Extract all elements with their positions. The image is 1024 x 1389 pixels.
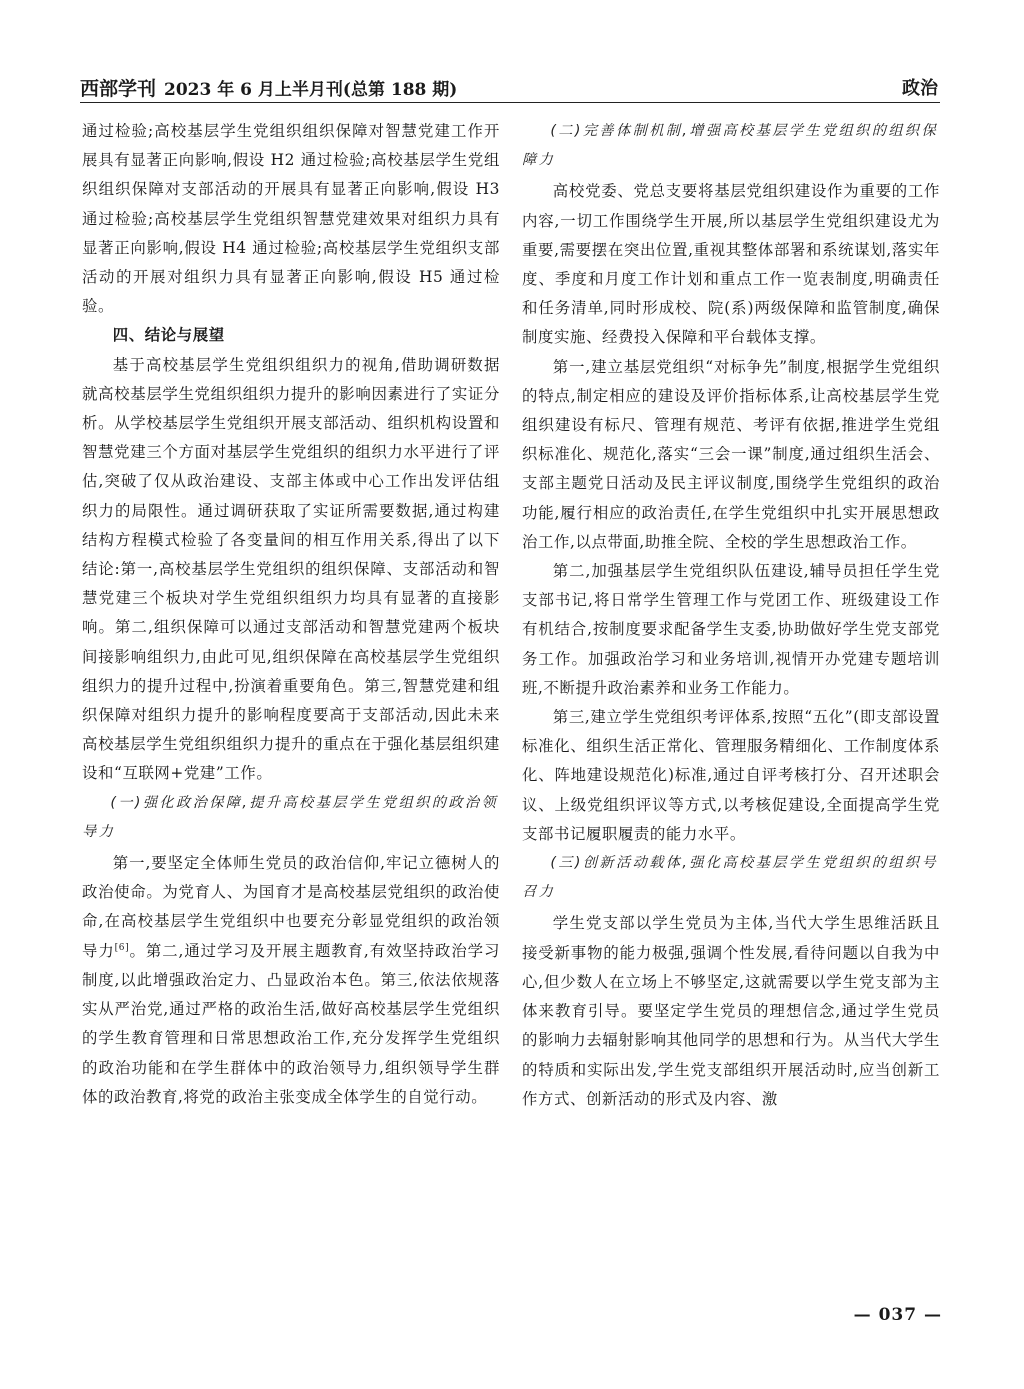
journal-logo: 西部学刊 [80,78,157,100]
citation-ref: [6] [114,942,130,953]
issue-info: 2023 年 6 月上半月刊(总第 188 期) [164,80,458,100]
paragraph: 高校党委、党总支要将基层党组织建设作为重要的工作内容,一切工作围绕学生开展,所以基层学生党组织建设尤为重要,需要摆在突出位置,重视其整体部署和系统谋划,落实年度、季度和月度工作计划和重点工作一览表制度,明确责任和任务清单,同时形成校、院(系)两级保障和监管制度,确保制度实施、经费投入保障和平台载体支撑。 [522,182,940,347]
paragraph: 第一,建立基层党组织“对标争先”制度,根据学生党组织的特点,制定相应的建设及评价指标体系,让高校基层学生党组织建设有标尺、管理有规范、考评有依据,推进学生党组织标准化、规范化,落实“三会一课”制度,通过组织生活会、支部主题党日活动及民主评议制度,围绕学生党组织的政治功能,履行相应的政治责任,在学生党组织中扎实开展思想政治工作,以点带面,助推全院、全校的学生思想政治工作。 [522,357,940,551]
section-heading: 四、结论与展望 [112,326,225,345]
subsection-heading: (三)创新活动载体,强化高校基层学生党组织的组织号召力 [522,855,939,901]
paragraph: 基于高校基层学生党组织组织力的视角,借助调研数据就高校基层学生党组织组织力提升的影响因素进行了实证分析。从学校基层学生党组织开展支部活动、组织机构设置和智慧党建三个方面对基层学生党组织的组织力水平进行了评估,突破了仅从政治建设、支部主体或中心工作出发评估组织力的局限性。通过调研获取了实证所需要数据,通过构建结构方程模式检验了各变量间的相互作用关系,得出了以下结论:第一,高校基层学生党组织的组织保障、支部活动和智慧党建三个板块对学生党组织组织力均具有显著的直接影响。第二,组织保障可以通过支部活动和智慧党建两个板块间接影响组织力,由此可见,组织保障在高校基层学生党组织组织力的提升过程中,扮演着重要角色。第三,智慧党建和组织保障对组织力提升的影响程度要高于支部活动,因此未来高校基层学生党组织组织力提升的重点在于强化基层组织建设和“互联网+党建”工作。 [82,355,500,783]
paragraph: 学生党支部以学生党员为主体,当代大学生思维活跃且接受新事物的能力极强,强调个性发展,看待问题以自我为中心,但少数人在立场上不够坚定,这就需要以学生党支部为主体来教育引导。要坚定学生党员的理想信念,通过学生党员的影响力去辐射影响其他同学的思想和行为。从当代大学生的特质和实际出发,学生党支部组织开展活动时,应当创新工作方式、创新活动的形式及内容、激 [522,914,940,1108]
section-label: 政治 [902,78,938,99]
left-column [82,117,500,1292]
page-number: — 037 — [853,1305,942,1325]
paragraph-text: 第一,要坚定全体师生党员的政治信仰,牢记立德树人的政治使命。为党育人、为国育才是高校基层党组织的政治使命,在高校基层学生党组织中也要充分彰显党组织的政治领导力 [82,854,500,960]
subsection-heading: (一)强化政治保障,提升高校基层学生党组织的政治领导力 [82,794,499,840]
right-column [522,117,940,1292]
paragraph [82,849,500,1112]
subsection-heading: (二)完善体制机制,增强高校基层学生党组织的组织保障力 [522,123,939,169]
paragraph: 通过检验;高校基层学生党组织组织保障对智慧党建工作开展具有显著正向影响,假设 H2 通过检验;高校基层学生党组织组织保障对支部活动的开展具有显著正向影响,假设 H3 通过检验;高校基层学生党组织智慧党建效果对组织力具有显著正向影响,假设 H4 通过检验;高校基层学生党组织支部活动的开展对组织力具有显著正向影响,假设 H5 通过检验。 [82,122,500,316]
paragraph-text: 。第二,通过学习及开展主题教育,有效坚持政治学习制度,以此增强政治定力、凸显政治本色。第三,依法依规落实从严治党,通过严格的政治生活,做好高校基层学生党组织的学生教育管理和日常思想政治工作,充分发挥学生党组织的政治功能和在学生群体中的政治领导力,组织领导学生群体的政治教育,将党的政治主张变成全体学生的自觉行动。 [82,941,500,1106]
page-header [80,70,940,103]
paragraph: 第二,加强基层学生党组织队伍建设,辅导员担任学生党支部书记,将日常学生管理工作与党团工作、班级建设工作有机结合,按制度要求配备学生支委,协助做好学生党支部党务工作。加强政治学习和业务培训,视情开办党建专题培训班,不断提升政治素养和业务工作能力。 [522,562,940,697]
paragraph: 第三,建立学生党组织考评体系,按照“五化”(即支部设置标准化、组织生活正常化、管理服务精细化、工作制度体系化、阵地建设规范化)标准,通过自评考核打分、召开述职会议、上级党组织评议等方式,以考核促建设,全面提高学生党支部书记履职履责的能力水平。 [522,708,940,843]
